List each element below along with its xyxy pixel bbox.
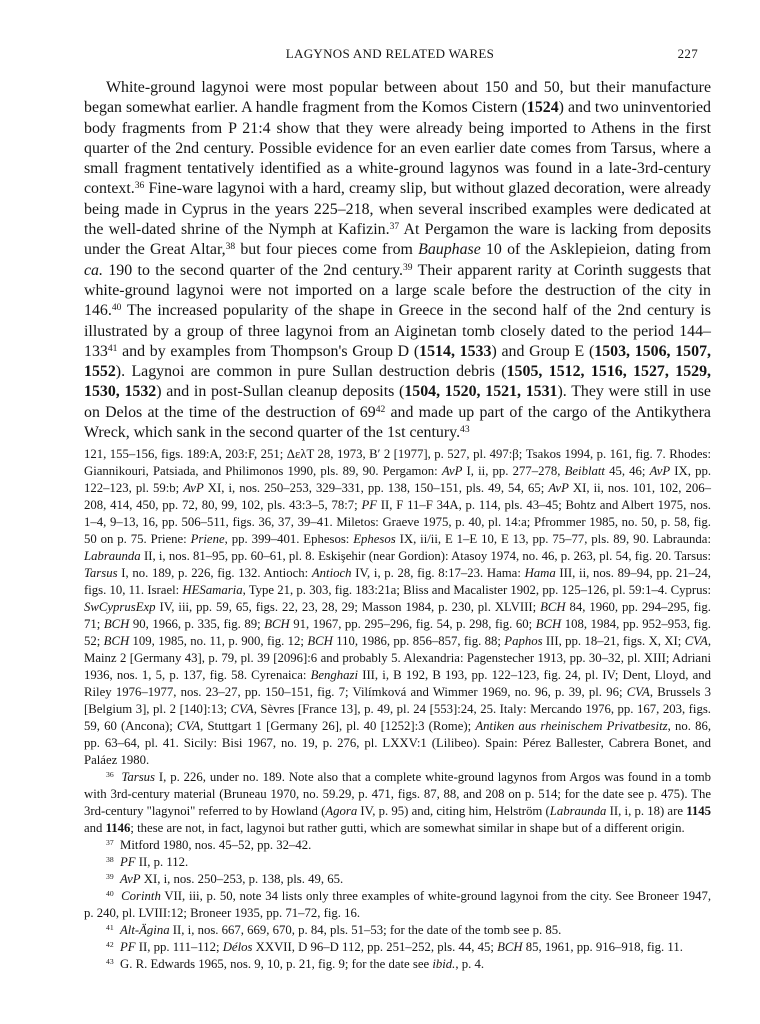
footnote-number: 43 [106,956,114,966]
page-number: 227 [677,46,698,61]
footnote-ref-40: 40 [111,302,122,314]
body-text [84,78,711,443]
footnote-ref-41: 41 [107,342,118,354]
running-title: LAGYNOS AND RELATED WARES [285,46,495,61]
footnote-ref-37: 37 [389,220,400,232]
footnote-37: $^{37}$ Mitford 1980, nos. 45–52, pp. 32–42. [106,837,312,852]
footnote-ref-39: 39 [403,261,413,273]
footnote-ref-42: 42 [375,403,386,415]
footnote-40: $^{40}$ Corinth VII, iii, p. 50, note 34 lists only three examples of white-ground lagynoi from the city. See Broneer 1947, p. 240, pl. LVIII:12; Broneer 1935, pp. 71–72, fig. 16. [84,888,712,920]
footnotes [84,446,711,973]
footnote-number: 36 [106,769,114,779]
footnote-36: $^{36}$ Tarsus I, p. 226, under no. 189. Note also that a complete white-ground lagynos from Argos was found in a tomb with 3rd-century material (Bruneau 1970, no. 59.29, p. 471, figs. 87, 88, and 208 on p. 514; for the date see p. 475). The 3rd-century "lagynoi" referred to by Howland (Agora IV, p. 95) and, citing him, Helström (Labraunda II, i, p. 18) are 1145 and 1146; these are not, in fact, lagynoi but rather gutti, which are somewhat similar in shape but of a different origin. [84,769,712,835]
footnote-number: 39 [106,871,114,881]
footnote-continuation: 121, 155–156, figs. 189:A, 203:F, 251; ΔελΤ 28, 1973, B′ 2 [1977], p. 527, pl. 497:β; Tsakos 1994, p. 161, fig. 7. Rhodes: Giannikouri, Patsiada, and Philimonos 1990, pls. 89, 90. Pergamon: AvP I, ii, pp. 277–278, Beiblatt 45, 46; AvP IX, pp. 122–123, pl. 59:b; AvP XI, i, nos. 250–253, 329–331, pp. 138, 150–151, pls. 49, 54, 65; AvP XI, ii, nos. 101, 102, 206–208, 414, 450, pp. 72, 80, 99, 102, pls. 43:3–5, 78:7; PF II, F 11–F 34A, p. 114, pls. 43–45; Bohtz and Albert 1975, nos. 1–4, 9–13, 16, pp. 506–511, figs. 36, 37, 39–41. Miletos: Graeve 1975, p. 40, pl. 14:a; Pfrommer 1985, no. 50, p. 58, fig. 50 on p. 75. Priene: Priene, pp. 399–401. Ephesos: Ephesos IX, ii/ii, E 1–E 10, E 13, pp. 75–77, pls. 89, 90. Labraunda: Labraunda II, i, nos. 81–95, pp. 60–61, pl. 8. Eskişehir (near Gordion): Atasoy 1974, no. 46, p. 263, pl. 54, fig. 20. Tarsus: Tarsus I, no. 189, p. 226, fig. 132. Antioch: Antioch IV, i, p. 28, fig. 8:17–23. Hama: Hama III, ii, nos. 89–94, pp. 21–24, figs. 10, 11. Israel: HESamaria, Type 21, p. 303, fig. 183:21a; Bliss and Macalister 1902, pp. 125–126, pl. 59:1–4. Cyprus: SwCyprusExp IV, iii, pp. 59, 65, figs. 22, 23, 28, 29; Masson 1984, p. 230, pl. XLVIII; BCH 84, 1960, pp. 294–295, fig. 71; BCH 90, 1966, p. 335, fig. 89; BCH 91, 1967, pp. 295–296, fig. 54, p. 298, fig. 60; BCH 108, 1984, pp. 952–953, fig. 52; BCH 109, 1985, no. 11, p. 900, fig. 12; BCH 110, 1986, pp. 856–857, fig. 88; Paphos III, pp. 18–21, figs. X, XI; CVA, Mainz 2 [Germany 43], p. 79, pl. 39 [2096]:6 and probably 5. Alexandria: Pagenstecher 1913, pp. 30–32, pl. XIII; Adriani 1936, nos. 1, 5, p. 137, fig. 58. Cyrenaica: Benghazi III, i, B 192, B 193, pp. 122–123, fig. 24, pl. IV; Dent, Lloyd, and Riley 1976–1977, nos. 23–27, pp. 150–151, fig. 7; Vilímková and Wimmer 1969, no. 96, p. 39, pl. 96; CVA, Brussels 3 [Belgium 3], pl. 2 [140]:13; CVA, Sèvres [France 13], p. 49, pl. 24 [553]:24, 25. Italy: Mercando 1976, pp. 167, 203, figs. 59, 60 (Ancona); CVA, Stuttgart 1 [Germany 26], pl. 40 [1252]:3 (Rome); Antiken aus rheinischem Privatbesitz, no. 86, pp. 63–64, pl. 41. Sicily: Bisi 1967, no. 19, p. 276, pl. LXXV:1 (Lilibeo). Spain: Pérez Ballester, Cabrera Bonet, and Paláez 1980. [84,447,712,767]
footnote-ref-38: 38 [225,241,236,253]
footnote-43: $^{43}$ G. R. Edwards 1965, nos. 9, 10, p. 21, fig. 9; for the date see ibid., p. 4. [106,956,485,971]
catalogue-number: 1505, 1512, 1516, 1527, 1529, 1530, 1532 [84,363,712,401]
catalogue-number: 1524 [526,99,559,117]
footnote-number: 42 [106,939,114,949]
paragraph: White-ground lagynoi were most popular between about 150 and 50, but their manufacture began somewhat earlier. A handle fragment from the Komos Cistern (1524) and two uninventoried body fragments from P 21:4 show that they were already being imported to Athens in the first quarter of the 2nd century. Possible evidence for an even earlier date comes from Tarsus, where a small fragment tentatively identified as a white-ground lagynos was found in a late-3rd-century context.$^{36}$ Fine-ware lagynoi with a hard, creamy slip, but without glazed decoration, were already being made in Cyprus in the years 225–218, when several inscribed examples were dedicated at the well-dated shrine of the Nymph at Kafizin.$^{37}$ At Pergamon the ware is lacking from deposits under the Great Altar,$^{38}$ but four pieces come from Bauphase 10 of the Asklepieion, dating from ca. 190 to the second quarter of the 2nd century.$^{39}$ Their apparent rarity at Corinth suggests that white-ground lagynoi were not imported on a large scale before the destruction of the city in 146.40 The increased popularity of the shape in Greece in the second half of the 2nd century is illustrated by a group of three lagynoi from an Aiginetan tomb closely dated to the period $144-133^{41}$ and by examples from Thompson's Group D (1514, 1533) and Group E (1503, 1506, 1507, 1552). Lagynoi are common in pure Sullan destruction debris (1505, 1512, 1516, 1527, 1529, 1530, 1532) and in post-Sullan cleanup deposits (1504, 1520, 1521, 1531). They were still in use on Delos at the time of the destruction of $69^{42}$ and made up part of the cargo of the Antikythera Wreck, which sank in the second quarter of the 1st century.$^{43}$ [84,79,712,442]
footnote-number: 40 [106,888,114,898]
footnote-41: $^{41}$ Alt-Ägina II, i, nos. 667, 669, 670, p. 84, pls. 51–53; for the date of the tomb see p. 85. [106,922,562,937]
footnote-number: 38 [106,854,114,864]
catalogue-number: 1503, 1506, 1507, 1552 [84,342,711,381]
footnote-number: 41 [106,922,114,932]
catalogue-number: 1514, 1533 [419,342,492,360]
footnote-number: 37 [106,837,114,847]
footnote-39: $^{39}$ AvP XI, i, nos. 250–253, p. 138, pls. 49, 65. [106,871,344,886]
footnote-ref-36: 36 [134,180,145,192]
footnote-ref-43: 43 [460,423,470,435]
footnote-38: $^{38}$ PF II, p. 112. [106,854,189,869]
catalogue-number: 1504, 1520, 1521, 1531 [404,383,558,401]
footnote-42: $^{42}$ PF II, pp. 111–112; Délos XXVII, D 96–D 112, pp. 251–252, pls. 44, 45; BCH 85, 1961, pp. 916–918, fig. 11. [106,939,683,954]
running-header [82,46,698,68]
